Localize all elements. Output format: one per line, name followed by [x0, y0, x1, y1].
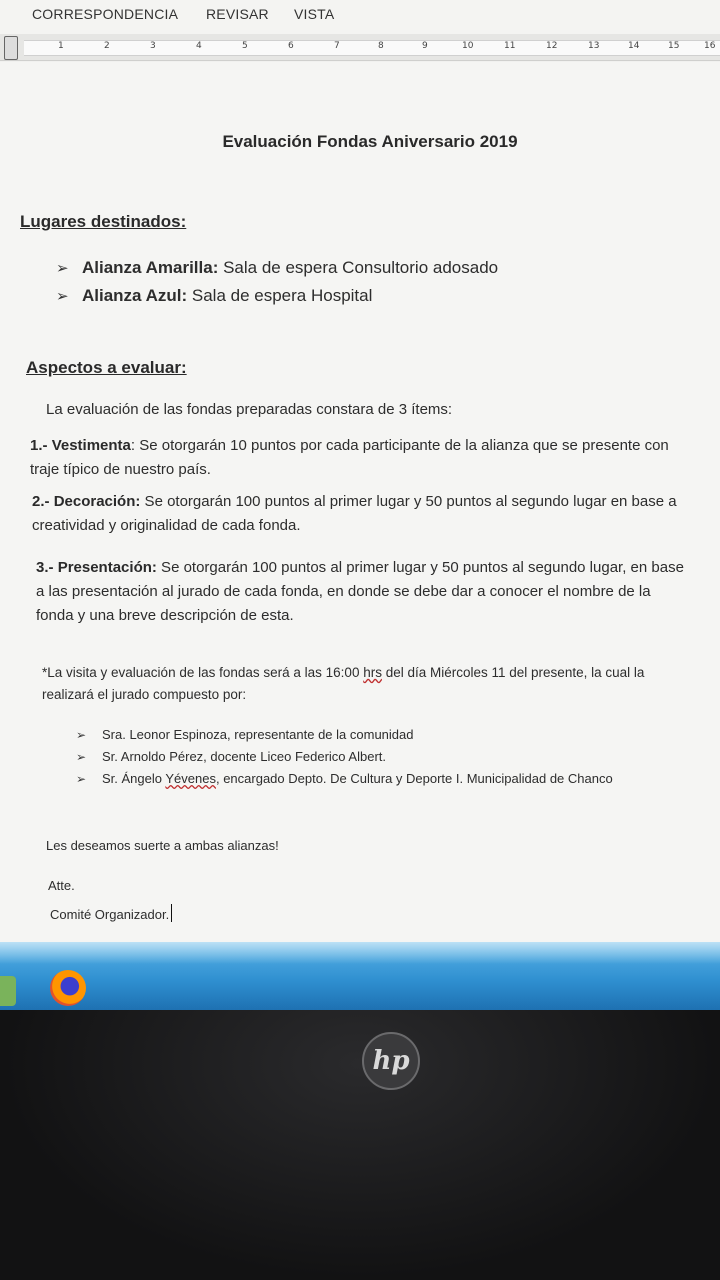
item-title: Decoración: — [53, 493, 141, 510]
jury-list — [76, 724, 613, 790]
item-number: 1.- — [30, 437, 48, 454]
ruler-tick: 13 — [588, 41, 600, 51]
ruler-track — [24, 40, 720, 56]
jury-member: Sr. Ángelo — [102, 771, 166, 786]
jury-member: Sra. Leonor Espinoza, representante de la comunidad — [102, 727, 414, 742]
document-title: Evaluación Fondas Aniversario 2019 — [222, 132, 518, 151]
jury-member-role: , encargado Depto. De Cultura y Deporte I. Municipalidad de Chanco — [215, 771, 613, 786]
item-text: : Se otorgarán 10 puntos por cada participante de la alianza que se presente con traje típico de nuestro país. — [30, 437, 669, 478]
places-heading: Lugares destinados: — [20, 212, 187, 231]
signature-line[interactable] — [50, 904, 172, 922]
arrow-bullet-icon: ➢ — [76, 772, 87, 786]
firefox-icon[interactable] — [50, 970, 86, 1006]
item-title: Vestimenta — [51, 437, 131, 454]
taskbar-glow — [0, 942, 720, 964]
item-text: Se otorgarán 100 puntos al primer lugar y 50 puntos al segundo lugar en base a creatividad y originalidad de cada fonda. — [32, 493, 677, 534]
places-list — [56, 254, 498, 310]
tab-revisar[interactable]: REVISAR — [206, 6, 269, 22]
list-item — [56, 282, 498, 310]
list-item — [76, 724, 613, 746]
hp-logo-icon: hp — [362, 1032, 420, 1090]
item-text: Se otorgarán 100 puntos al primer lugar y 50 puntos al segundo lugar, en base a las presentación al jurado de cada fonda, en donde se debe dar a conocer el nombre de la fonda y una breve descripción de esta. — [36, 559, 684, 624]
arrow-bullet-icon: ➢ — [76, 750, 87, 764]
aspects-heading: Aspectos a evaluar: — [26, 358, 187, 377]
ruler-tick: 6 — [288, 41, 294, 51]
ruler-tick: 7 — [334, 41, 340, 51]
arrow-bullet-icon: ➢ — [76, 728, 87, 742]
ruler-tick: 12 — [546, 41, 558, 51]
ruler-tick: 9 — [422, 41, 428, 51]
closing-text: Les deseamos suerte a ambas alianzas! — [46, 838, 279, 853]
item-3 — [36, 556, 686, 628]
signature-text: Comité Organizador. — [50, 907, 170, 922]
ruler-tick: 16 — [704, 41, 716, 51]
jury-member-surname: Yévenes — [165, 771, 216, 786]
item-number: 3.- — [36, 559, 54, 576]
start-button[interactable] — [0, 976, 16, 1006]
ruler-tick: 1 — [58, 41, 64, 51]
windows-taskbar — [0, 942, 720, 1010]
ruler-tick: 2 — [104, 41, 110, 51]
intro-text: La evaluación de las fondas preparadas constara de 3 ítems: — [46, 401, 453, 418]
jury-member: Sr. Arnoldo Pérez, docente Liceo Federico Albert. — [102, 749, 387, 764]
visit-note-hrs: hrs — [363, 665, 382, 680]
arrow-bullet-icon: ➢ — [56, 260, 69, 277]
ruler-tick: 8 — [378, 41, 384, 51]
list-item — [76, 746, 613, 768]
indent-marker-icon[interactable] — [4, 36, 18, 60]
tab-vista[interactable]: VISTA — [294, 6, 335, 22]
monitor-bezel — [0, 1010, 720, 1280]
alliance-place: Sala de espera Hospital — [187, 286, 373, 305]
atte-text: Atte. — [48, 878, 75, 893]
item-number: 2.- — [32, 493, 50, 510]
item-1 — [30, 434, 680, 482]
text-cursor — [171, 904, 172, 922]
ruler-tick: 4 — [196, 41, 202, 51]
list-item — [56, 254, 498, 282]
item-title: Presentación: — [57, 559, 157, 576]
ruler-tick: 15 — [668, 41, 680, 51]
visit-note-start: *La visita y evaluación de las fondas será a las 16:00 — [42, 665, 364, 680]
item-2 — [32, 490, 692, 538]
list-item — [76, 768, 613, 790]
ruler-tick: 5 — [242, 41, 248, 51]
ruler-tick: 3 — [150, 41, 156, 51]
horizontal-ruler[interactable] — [0, 34, 720, 61]
arrow-bullet-icon: ➢ — [56, 288, 69, 305]
ruler-tick: 14 — [628, 41, 640, 51]
ruler-tick: 11 — [504, 41, 516, 51]
alliance-name: Alianza Azul: — [82, 286, 188, 305]
ruler-tick: 10 — [462, 41, 474, 51]
visit-note — [42, 662, 692, 706]
tab-correspondencia[interactable]: CORRESPONDENCIA — [32, 6, 179, 22]
alliance-place: Sala de espera Consultorio adosado — [218, 258, 499, 277]
alliance-name: Alianza Amarilla: — [82, 258, 219, 277]
document-page[interactable] — [0, 62, 720, 942]
visit-note-end: del día Miércoles 11 del presente, la cual la realizará el jurado compuesto por: — [42, 665, 645, 702]
ribbon-tabs — [0, 0, 720, 34]
